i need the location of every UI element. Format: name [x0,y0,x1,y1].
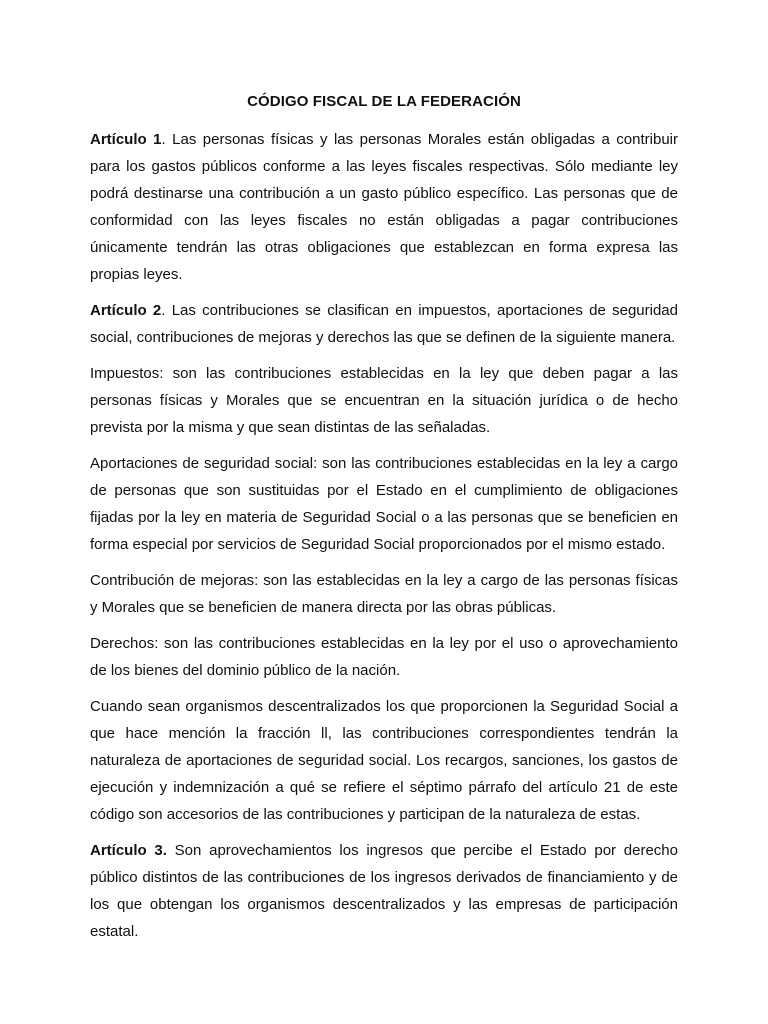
mejoras-text: Contribución de mejoras: son las establecidas en la ley a cargo de las personas físicas y Morales que se beneficien de manera directa por las obras públicas. [90,572,678,616]
article-2-paragraph [90,297,678,351]
organismos-text: Cuando sean organismos descentralizados los que proporcionen la Seguridad Social a que hace mención la fracción ll, las contribuciones correspondientes tendrán la naturaleza de aportaciones de seguridad social. Los recargos, sanciones, los gastos de ejecución y indemnización a qué se refiere el séptimo párrafo del artículo 21 de este código son accesorios de las contribuciones y participan de la naturaleza de estas. [90,698,678,823]
document-title: CÓDIGO FISCAL DE LA FEDERACIÓN [247,93,521,110]
article-1-paragraph [90,126,678,288]
document-page [90,92,678,954]
article-2-label: Artículo 2 [90,302,162,319]
article-2-text: . Las contribuciones se clasifican en impuestos, aportaciones de seguridad social, contribuciones de mejoras y derechos las que se definen de la siguiente manera. [90,302,678,346]
impuestos-text: Impuestos: son las contribuciones establecidas en la ley que deben pagar a las personas físicas y Morales que se encuentran en la situación jurídica o de hecho prevista por la misma y que sean distintas de las señaladas. [90,365,678,436]
article-3-text: Son aprovechamientos los ingresos que percibe el Estado por derecho público distintos de las contribuciones de los ingresos derivados de financiamiento y de los que obtengan los organismos descentralizados y las empresas de participación estatal. [90,842,678,940]
article-1-label: Artículo 1 [90,131,162,148]
mejoras-paragraph [90,567,678,621]
article-3-paragraph [90,837,678,945]
article-3-label: Artículo 3. [90,842,167,859]
organismos-paragraph [90,693,678,828]
impuestos-paragraph [90,360,678,441]
aportaciones-paragraph [90,450,678,558]
aportaciones-text: Aportaciones de seguridad social: son las contribuciones establecidas en la ley a cargo de personas que son sustituidas por el Estado en el cumplimiento de obligaciones fijadas por la ley en materia de Seguridad Social o a las personas que se beneficien en forma especial por servicios de Seguridad Social proporcionados por el mismo estado. [90,455,678,553]
derechos-paragraph [90,630,678,684]
derechos-text: Derechos: son las contribuciones establecidas en la ley por el uso o aprovechamiento de los bienes del dominio público de la nación. [90,635,678,679]
article-1-text: . Las personas físicas y las personas Morales están obligadas a contribuir para los gastos públicos conforme a las leyes fiscales respectivas. Sólo mediante ley podrá destinarse una contribución a un gasto público específico. Las personas que de conformidad con las leyes fiscales no están obligadas a pagar contribuciones únicamente tendrán las otras obligaciones que establezcan en forma expresa las propias leyes. [90,131,678,283]
